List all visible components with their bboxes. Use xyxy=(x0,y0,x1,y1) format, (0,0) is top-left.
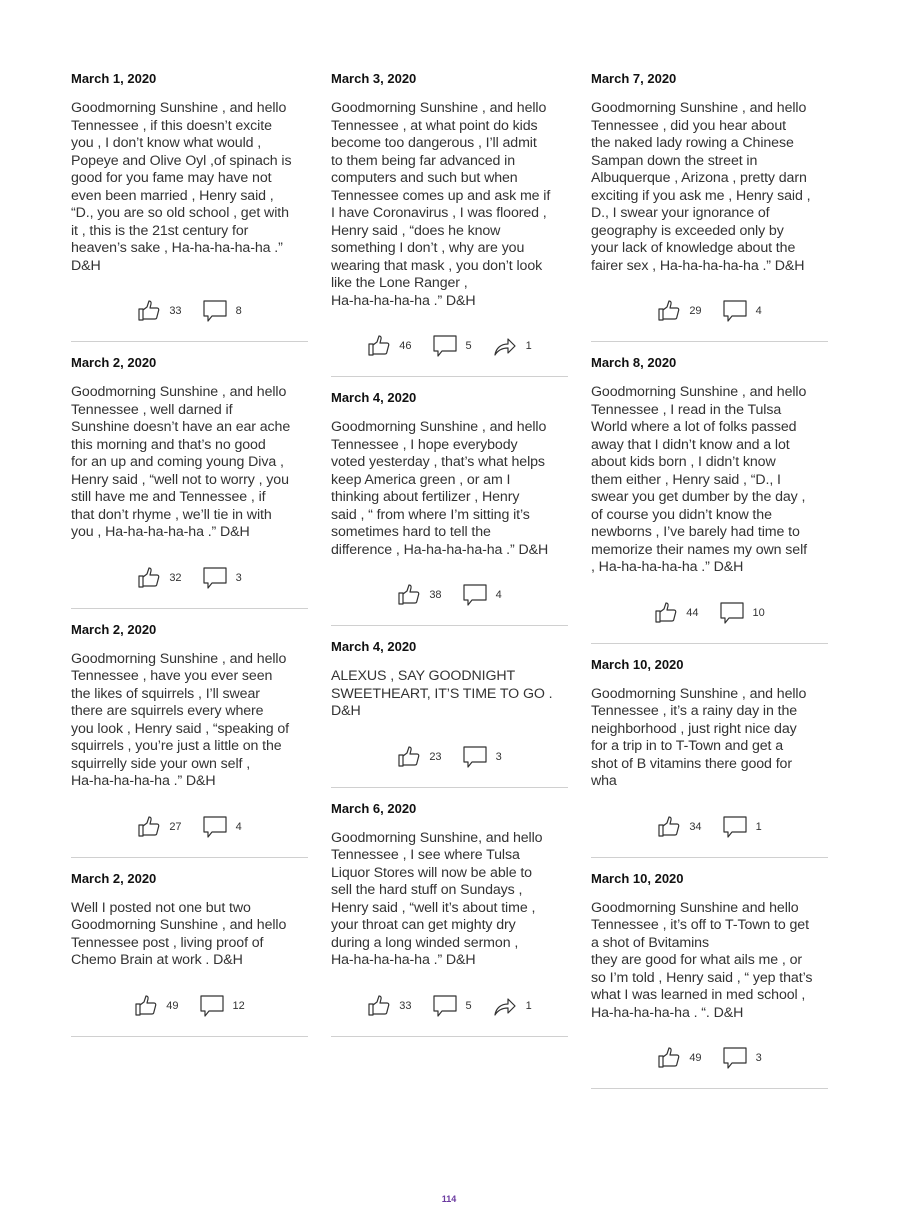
comment-button[interactable] xyxy=(202,815,242,839)
comment-button[interactable] xyxy=(432,334,472,358)
divider xyxy=(331,625,568,626)
column-1 xyxy=(71,70,308,1049)
divider xyxy=(591,643,828,644)
post-card xyxy=(71,621,308,858)
divider xyxy=(591,857,828,858)
thumbs-up-icon xyxy=(657,815,681,839)
post-card xyxy=(591,870,828,1090)
post-card xyxy=(331,70,568,377)
comment-button[interactable] xyxy=(202,566,242,590)
like-count: 34 xyxy=(689,820,702,833)
post-date: March 2, 2020 xyxy=(71,870,157,886)
comment-icon xyxy=(202,815,228,839)
post-text: Goodmorning Sunshine , and hello Tennessee , I hope everybody voted yesterday , that’s what helps keep America green , or am I thinking about fertilizer , Henry said , “ from where I’m sitting it’s sometimes hard to tell the difference , Ha-ha-ha-ha-ha .” D&H xyxy=(331,419,549,558)
like-button[interactable] xyxy=(367,994,411,1018)
share-button[interactable] xyxy=(492,334,532,358)
share-icon xyxy=(492,994,518,1018)
like-button[interactable] xyxy=(137,566,181,590)
post-date: March 6, 2020 xyxy=(331,800,417,816)
like-button[interactable] xyxy=(657,299,701,323)
post-card xyxy=(331,389,568,626)
post-text: Goodmorning Sunshine , and hello Tennessee , I read in the Tulsa World where a lot of folks passed away that I didn’t know and a lot about kids born , I didn’t know them either , Henry said , “D., I swear you get dumber by the day , of course you didn’t know the newborns , I’ve barely had time to memorize their names my own self , Ha-ha-ha-ha-ha .” D&H xyxy=(591,384,807,575)
post-text: Well I posted not one but two Goodmorning Sunshine , and hello Tennessee post , living proof of Chemo Brain at work . D&H xyxy=(71,899,287,968)
divider xyxy=(71,1036,308,1037)
like-count: 29 xyxy=(689,305,702,317)
like-count: 38 xyxy=(429,589,442,601)
like-count: 27 xyxy=(169,820,182,833)
comment-count: 3 xyxy=(755,1052,762,1064)
thumbs-up-icon xyxy=(367,334,391,358)
post-date: March 10, 2020 xyxy=(591,870,684,886)
column-3 xyxy=(591,70,828,1101)
post-actions xyxy=(591,813,828,841)
comment-icon xyxy=(719,601,745,625)
like-button[interactable] xyxy=(654,601,698,625)
divider xyxy=(591,341,828,342)
like-button[interactable] xyxy=(134,994,178,1018)
divider xyxy=(71,608,308,609)
post-text: Goodmorning Sunshine , and hello Tennessee , have you ever seen the likes of squirrels , I’ll swear there are squirrels every where you look , Henry said , “speaking of squirrels , you’re just a little on the squirrelly side your own self , Ha-ha-ha-ha-ha .” D&H xyxy=(71,650,289,789)
thumbs-up-icon xyxy=(137,299,161,323)
comment-button[interactable] xyxy=(722,299,762,323)
divider xyxy=(331,1036,568,1037)
post-text: Goodmorning Sunshine, and hello Tennessee , I see where Tulsa Liquor Stores will now be able to sell the hard stuff on Sundays , Henry said , “well it’s about time , your throat can get mighty dry during a long winded sermon , Ha-ha-ha-ha-ha .” D&H xyxy=(331,829,543,968)
post-card xyxy=(71,870,308,1037)
comment-icon xyxy=(462,745,488,769)
post-card xyxy=(591,70,828,342)
like-count: 49 xyxy=(689,1052,702,1064)
comment-button[interactable] xyxy=(202,299,242,323)
column-2 xyxy=(331,70,568,1049)
comment-count: 3 xyxy=(235,571,242,584)
post-actions xyxy=(331,332,568,360)
comment-icon xyxy=(462,583,488,607)
like-button[interactable] xyxy=(137,299,181,323)
like-button[interactable] xyxy=(657,1046,701,1070)
divider xyxy=(591,1088,828,1089)
thumbs-up-icon xyxy=(397,583,421,607)
comment-count: 5 xyxy=(465,340,472,352)
comment-icon xyxy=(432,994,458,1018)
like-button[interactable] xyxy=(657,815,701,839)
like-button[interactable] xyxy=(397,745,441,769)
comment-count: 5 xyxy=(465,999,472,1012)
post-actions xyxy=(71,564,308,592)
comment-icon xyxy=(722,815,748,839)
post-date: March 3, 2020 xyxy=(331,71,417,86)
post-date: March 8, 2020 xyxy=(591,355,677,370)
post-card xyxy=(591,354,828,644)
post-date: March 2, 2020 xyxy=(71,355,157,370)
like-button[interactable] xyxy=(137,815,181,839)
comment-button[interactable] xyxy=(719,601,765,625)
post-card xyxy=(71,354,308,609)
post-actions xyxy=(591,297,828,325)
post-actions xyxy=(591,599,828,627)
thumbs-up-icon xyxy=(137,566,161,590)
comment-count: 4 xyxy=(235,820,242,833)
post-date: March 4, 2020 xyxy=(331,390,417,405)
comment-count: 4 xyxy=(495,589,502,601)
share-count: 1 xyxy=(525,340,532,352)
like-count: 49 xyxy=(166,999,179,1012)
like-count: 33 xyxy=(169,305,182,317)
like-count: 33 xyxy=(399,999,412,1012)
post-date: March 2, 2020 xyxy=(71,621,157,637)
comment-count: 4 xyxy=(755,305,762,317)
comment-button[interactable] xyxy=(722,1046,762,1070)
thumbs-up-icon xyxy=(657,299,681,323)
post-actions xyxy=(331,992,568,1020)
post-actions xyxy=(331,581,568,609)
post-card xyxy=(591,656,828,858)
page-number: 114 xyxy=(441,1194,457,1204)
post-actions xyxy=(591,1044,828,1072)
comment-icon xyxy=(202,299,228,323)
post-card xyxy=(331,638,568,788)
post-card xyxy=(331,800,568,1037)
share-icon xyxy=(492,334,518,358)
post-date: March 1, 2020 xyxy=(71,71,157,86)
share-count: 1 xyxy=(525,999,532,1012)
post-date: March 4, 2020 xyxy=(331,639,417,654)
thumbs-up-icon xyxy=(367,994,391,1018)
like-count: 32 xyxy=(169,571,182,584)
share-button[interactable] xyxy=(492,994,532,1018)
post-card xyxy=(71,70,308,342)
divider xyxy=(331,376,568,377)
comment-count: 1 xyxy=(755,820,762,833)
post-actions xyxy=(71,297,308,325)
post-text: Goodmorning Sunshine and hello Tennessee , it’s off to T-Town to get a shot of Bvitamins they are good for what ails me , or so I’m told , Henry said , “ yep that’s what I was learned in med school , Ha-ha-ha-ha-ha . “. D&H xyxy=(591,899,813,1021)
comment-count: 3 xyxy=(495,750,502,763)
thumbs-up-icon xyxy=(657,1046,681,1070)
comment-button[interactable] xyxy=(432,994,472,1018)
divider xyxy=(331,787,568,788)
thumbs-up-icon xyxy=(397,745,421,769)
like-button[interactable] xyxy=(367,334,411,358)
like-count: 46 xyxy=(399,340,412,352)
post-text: Goodmorning Sunshine , and hello Tennessee , if this doesn’t excite you , I don’t know what would , Popeye and Olive Oyl ,of spinach is good for you fame may have not even been married , Henry said , “D., you are so old school , get with it , this is the 21st century for heaven’s sake , Ha-ha-ha-ha-ha .” D&H xyxy=(71,100,292,274)
thumbs-up-icon xyxy=(134,994,158,1018)
divider xyxy=(71,341,308,342)
post-date: March 10, 2020 xyxy=(591,656,684,672)
like-count: 44 xyxy=(686,606,699,619)
comment-count: 10 xyxy=(752,606,765,619)
post-text: ALEXUS , SAY GOODNIGHT SWEETHEART, IT’S TIME TO GO . D&H xyxy=(331,668,553,719)
post-text: Goodmorning Sunshine , and hello Tennessee , at what point do kids become too dangerous , I’ll admit to them being far advanced in computers and such but when Tennessee comes up and ask me if I have Coronavirus , I was floored , Henry said , “does he know something I don’t , why are you wearing that mask , you don’t look like the Lone Ranger , Ha-ha-ha-ha-ha .” D&H xyxy=(331,100,551,309)
comment-button[interactable] xyxy=(199,994,245,1018)
post-actions xyxy=(71,813,308,841)
thumbs-up-icon xyxy=(654,601,678,625)
post-actions xyxy=(71,992,308,1020)
comment-icon xyxy=(722,299,748,323)
comment-icon xyxy=(202,566,228,590)
comment-button[interactable] xyxy=(462,583,502,607)
divider xyxy=(71,857,308,858)
post-text: Goodmorning Sunshine , and hello Tennessee , did you hear about the naked lady rowing a Chinese Sampan down the street in Albuquerque , Arizona , pretty darn exciting if you ask me , Henry said , D., I swear your ignorance of geography is exceeded only by your lack of knowledge about the fairer sex , Ha-ha-ha-ha-ha .” D&H xyxy=(591,100,811,274)
comment-icon xyxy=(199,994,225,1018)
thumbs-up-icon xyxy=(137,815,161,839)
comment-button[interactable] xyxy=(722,815,762,839)
comment-icon xyxy=(432,334,458,358)
like-count: 23 xyxy=(429,750,442,763)
comment-button[interactable] xyxy=(462,745,502,769)
post-actions xyxy=(331,743,568,771)
like-button[interactable] xyxy=(397,583,441,607)
comment-icon xyxy=(722,1046,748,1070)
comment-count: 8 xyxy=(235,305,242,317)
post-text: Goodmorning Sunshine , and hello Tennessee , it’s a rainy day in the neighborhood , just right nice day for a trip in to T-Town and get a shot of B vitamins there good for wha xyxy=(591,685,807,789)
post-date: March 7, 2020 xyxy=(591,71,677,86)
post-text: Goodmorning Sunshine , and hello Tennessee , well darned if Sunshine doesn’t have an ear ache this morning and that’s no good for an up and coming young Diva , Henry said , “well not to worry , you still have me and Tennessee , if that don’t rhyme , we’ll tie in with you , Ha-ha-ha-ha-ha .” D&H xyxy=(71,384,291,540)
comment-count: 12 xyxy=(232,999,245,1012)
